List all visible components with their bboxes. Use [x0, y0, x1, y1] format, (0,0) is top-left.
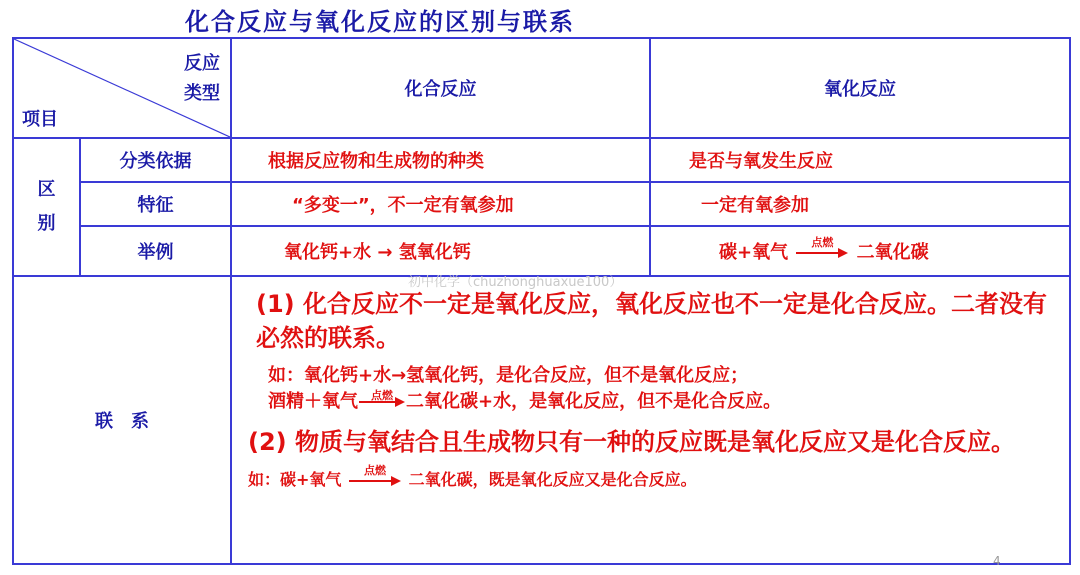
connection-row — [13, 276, 1070, 564]
oxidation-example-reactants: 碳+氧气 — [719, 242, 789, 263]
oxidation-feature: 一定有氧参加 — [650, 182, 1070, 226]
oxidation-example — [650, 226, 1070, 276]
connection-example-2 — [248, 389, 1061, 415]
ignite-condition: 点燃 — [811, 236, 834, 249]
reaction-arrow — [796, 236, 848, 258]
oxidation-basis: 是否与氧发生反应 — [650, 138, 1070, 182]
comparison-table — [12, 37, 1071, 565]
example-3-product: 二氧化碳，既是氧化反应又是化合反应。 — [408, 470, 697, 489]
combination-basis: 根据反应物和生成物的种类 — [231, 138, 650, 182]
page-title: 化合反应与氧化反应的区别与联系 — [185, 8, 575, 36]
difference-label-char2: 别 — [37, 213, 56, 234]
item-label: 项目 — [22, 109, 58, 130]
combination-example: 氧化钙+水 → 氢氧化钙 — [231, 226, 650, 276]
ignite-condition: 点燃 — [364, 463, 386, 477]
example-2-products: 二氧化碳+水，是氧化反应，但不是化合反应。 — [406, 391, 782, 412]
oxidation-example-product: 二氧化碳 — [856, 242, 929, 263]
ignite-condition: 点燃 — [371, 389, 393, 402]
watermark: 初中化学（chuzhonghuaxue100） — [408, 275, 623, 290]
reaction-arrow — [359, 389, 405, 407]
connection-example-3 — [248, 463, 1061, 490]
difference-label-char1: 区 — [37, 179, 56, 200]
row-label-example: 举例 — [80, 226, 231, 276]
difference-label — [13, 138, 80, 276]
connection-point-1: (1) 化合反应不一定是氧化反应，氧化反应也不一定是化合反应。二者没有必然的联系。 — [256, 290, 1047, 352]
column-header-oxidation: 氧化反应 — [650, 38, 1070, 138]
connection-example-1: 如：氧化钙+水→氢氧化钙，是化合反应，但不是氧化反应； — [268, 365, 749, 386]
row-label-feature: 特征 — [80, 182, 231, 226]
connection-point-2: (2) 物质与氧结合且生成物只有一种的反应既是氧化反应又是化合反应。 — [248, 428, 1015, 456]
diagonal-header-cell — [13, 38, 231, 138]
header-row — [13, 38, 1070, 138]
combination-feature: “多变一”，不一定有氧参加 — [231, 182, 650, 226]
row-label-basis: 分类依据 — [80, 138, 231, 182]
table-row — [13, 138, 1070, 182]
column-header-combination: 化合反应 — [231, 38, 650, 138]
page-number: 4 — [993, 554, 1001, 568]
example-3-reactants: 如：碳+氧气 — [248, 470, 342, 489]
reaction-type-label — [184, 49, 220, 109]
table-row — [13, 182, 1070, 226]
example-2-reactants: 酒精＋氧气 — [268, 391, 358, 412]
reaction-arrow — [349, 463, 401, 486]
reaction-type-line2: 类型 — [184, 83, 220, 104]
table-row — [13, 226, 1070, 276]
reaction-type-line1: 反应 — [184, 53, 220, 74]
connection-label: 联 系 — [13, 276, 231, 564]
connection-content — [231, 276, 1070, 564]
